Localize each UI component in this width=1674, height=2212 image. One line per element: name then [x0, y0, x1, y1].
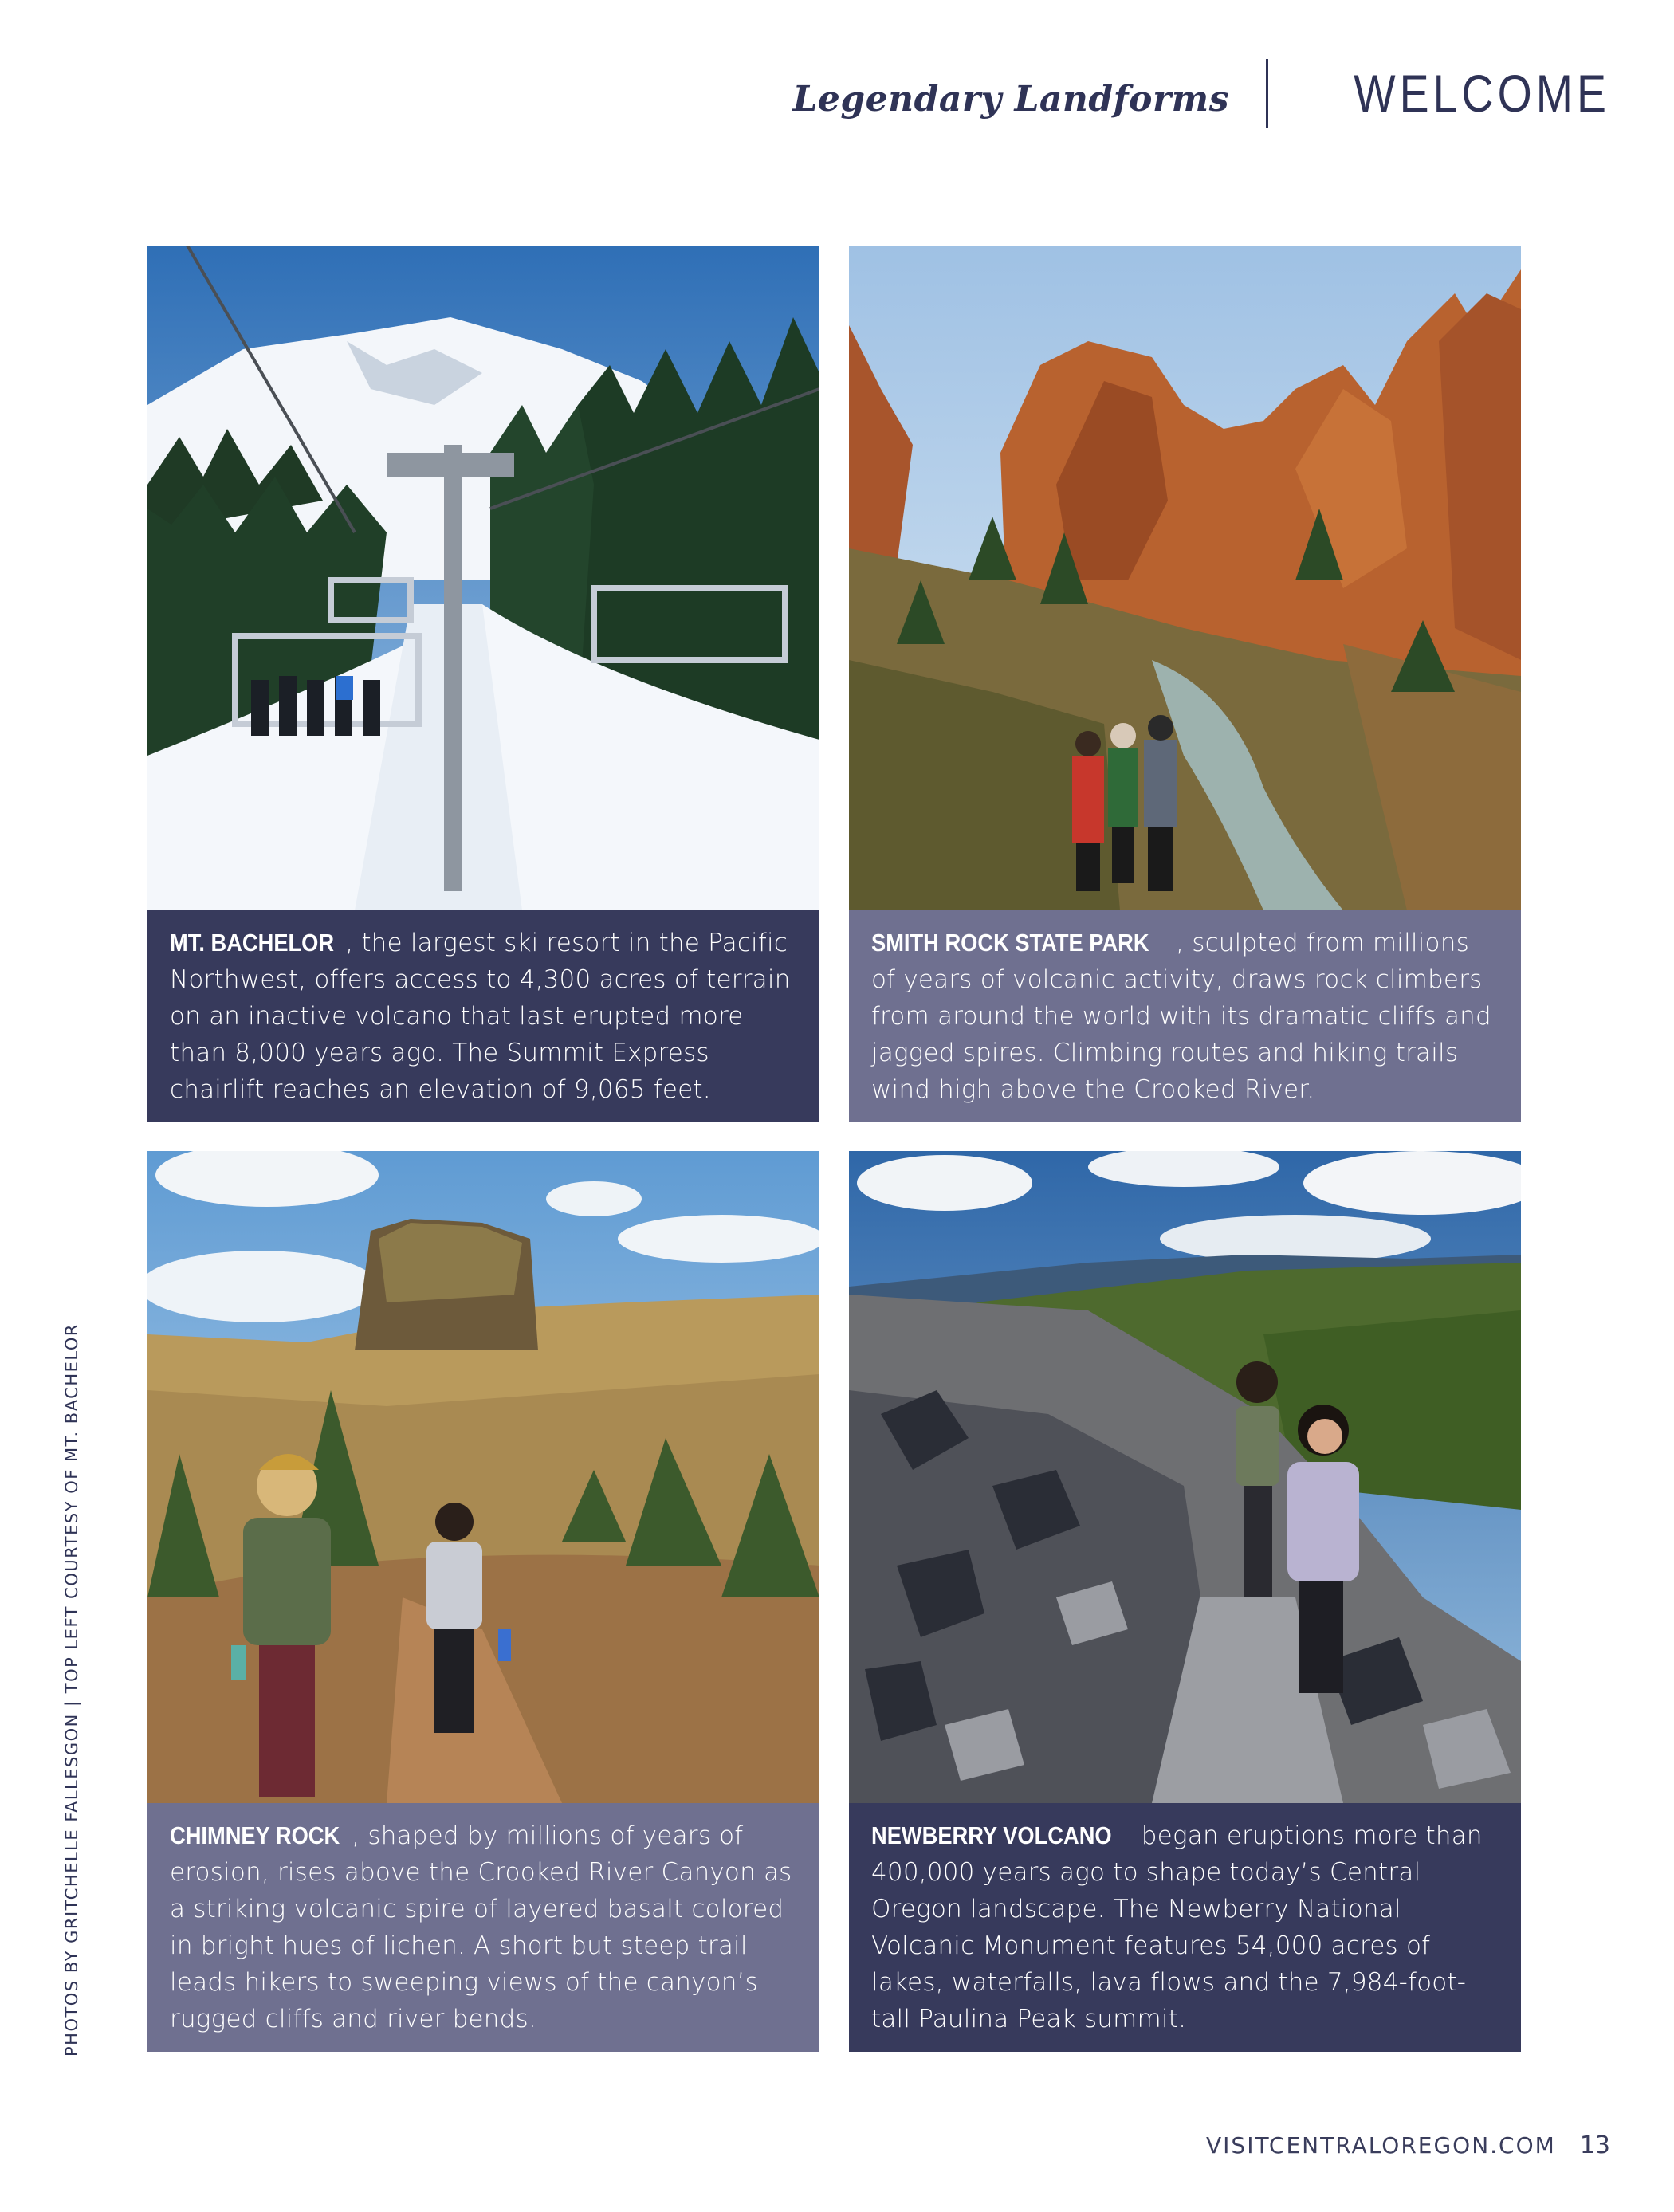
caption-text: began eruptions more than 400,000 years ago to shape today’s Central Oregon landscape. The Newberry National Volcanic Monument features 54,000 acres of lakes, waterfalls, lava flows and the 7,984-foot-tall Paulina Peak summit.	[871, 1821, 1483, 2033]
photo-credit: PHOTOS BY GRITCHELLE FALLESGON | TOP LEFT COURTESY OF MT. BACHELOR	[62, 1323, 81, 2057]
caption-name: MT. BACHELOR	[170, 929, 335, 957]
caption-text: , shaped by millions of years of erosion, rises above the Crooked River Canyon as a striking volcanic spire of layered basalt colored in bright hues of lichen. A short but steep trail leads hikers to sweeping views of the canyon’s rugged cliffs and river bends.	[170, 1821, 792, 2033]
mt-bachelor-photo	[147, 246, 819, 910]
page-header	[792, 57, 1610, 129]
card-mt-bachelor	[147, 246, 819, 1122]
caption-name: NEWBERRY VOLCANO	[871, 1821, 1112, 1849]
caption-text: , sculpted from millions of years of volcanic activity, draws rock climbers from around the world with its dramatic cliffs and jagged spires. Climbing routes and hiking trails wind high above the Crooked River.	[871, 929, 1491, 1104]
chimney-rock-photo	[147, 1151, 819, 1803]
header-divider	[1266, 59, 1268, 128]
newberry-volcano-photo	[849, 1151, 1521, 1803]
smith-rock-photo	[849, 246, 1521, 910]
page-footer	[1206, 2131, 1610, 2159]
page-number: 13	[1579, 2131, 1610, 2159]
newberry-volcano-caption	[849, 1803, 1521, 2052]
caption-name: SMITH ROCK STATE PARK	[871, 929, 1149, 957]
footer-url[interactable]: VISITCENTRALOREGON.COM	[1206, 2132, 1556, 2159]
card-newberry-volcano	[849, 1151, 1521, 2052]
smith-rock-caption	[849, 910, 1521, 1122]
mt-bachelor-caption	[147, 910, 819, 1122]
section-subtitle: Legendary Landforms	[792, 78, 1229, 120]
caption-name: CHIMNEY ROCK	[170, 1821, 340, 1849]
card-smith-rock	[849, 246, 1521, 1122]
card-chimney-rock	[147, 1151, 819, 2052]
chimney-rock-caption	[147, 1803, 819, 2052]
section-title: WELCOME	[1354, 64, 1610, 123]
caption-text: , the largest ski resort in the Pacific Northwest, offers access to 4,300 acres of terrain on an inactive volcano that last erupted more than 8,000 years ago. The Summit Express chairlift reaches an elevation of 9,065 feet.	[170, 929, 791, 1104]
